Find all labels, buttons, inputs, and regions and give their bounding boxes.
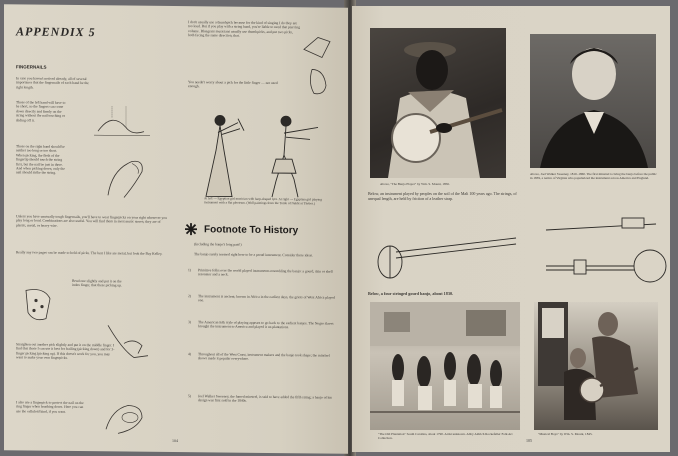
- sweeney-caption: Above, Joel Walker Sweeney, 1810–1860. The first minstrel to bring the banjo before the public in 1839, a native of Virginia who popularized the instrument across America and England.: [530, 172, 657, 180]
- fingerpick-ring-paragraph: I also use a fingerpick to protect the nail on the ring finger when brushing down. Here you can use the celluloid kind, if you want.: [16, 400, 84, 414]
- bend-note: Bend one slightly and put it on the index finger, that these picking up.: [72, 278, 122, 288]
- fingerpicks-paragraph: Unless you have unusually tough fingernails, you'll have to wear fingerpicks on your right whenever you play long or loud. Combinations are also useful. You will find them in most music stores; they are of plastic, metal, or heavy wire.: [16, 214, 167, 228]
- page-number-right: 105: [526, 438, 532, 443]
- footnote-marker: 4): [188, 352, 191, 357]
- little-finger-paragraph: You needn't worry about a pick for the little finger — not used enough.: [188, 80, 278, 89]
- footnote-title: Footnote To History: [204, 224, 299, 237]
- plantation-dance-caption: "The Old Plantation" South Carolina, about 1790. Artist unknown. Abby Aldrich Rockefeller Folk Art Collection.: [378, 432, 513, 440]
- straighten-paragraph: Straighten out another pick slightly and put it on the middle finger. I find that those I can use it best for frailing (picking down) and for 3-finger picking (picking up). If this doesn't work for you, you may want to make your own fingerpicks.: [16, 342, 115, 361]
- plantation-dance-painting: [370, 302, 520, 430]
- footnote-item: The instrument is ancient; known in Africa in the earliest days, the griots of West Africa played one.: [198, 294, 335, 303]
- footnote-intro: The banjo surely seemed right here to be a proud instrument. Consider these ideas.: [194, 252, 313, 258]
- left-page: [4, 4, 348, 454]
- intro-text: In case you haven't noticed already, all of several importance that the fingernails of each hand be the right length.: [16, 76, 89, 90]
- footnote-item: Primitive folks over the world played instruments resembling the banjo: a gourd, skin or shell resonator and a neck.: [198, 268, 333, 277]
- banjo-player-caption: Above, "The Banjo Player" by Wm. S. Mount, 1856.: [380, 182, 450, 186]
- sweeney-portrait: [530, 34, 656, 168]
- thumbpick-illustration: [300, 29, 336, 99]
- footnote-marker: 2): [188, 294, 191, 299]
- footnote-marker: 1): [188, 268, 191, 273]
- footnote-item: Throughout all of the West Coast, instrument makers and the banjo took shape; the minstrel shows made it popular everywhere.: [198, 352, 330, 362]
- appendix-header: APPENDIX 5: [16, 24, 96, 40]
- gourd-banjo-caption: Below, a four stringed gourd banjo, about 1830.: [368, 291, 454, 296]
- page-number-left: 104: [172, 437, 178, 444]
- footnote-item: The American folk style of playing appears to go back to the earliest banjos. The Negro slaves brought the instrument to America and played it on plantations.: [198, 320, 334, 330]
- footnote-subtitle: (Including the banjo's long past!): [194, 242, 242, 247]
- ring-fingerpick-illustration: [102, 399, 148, 435]
- banjo-illustration: [366, 212, 656, 292]
- section-heading: FINGERNAILS: [16, 64, 47, 70]
- footnote-marker: 5): [188, 394, 191, 399]
- right-page: [352, 6, 670, 452]
- african-instrument-caption: Below, an instrument played by peoples on the soil of the Mali 100 years ago. The strings, of unequal length, are held by friction of a leather strap.: [368, 191, 517, 201]
- fingernail-illustration-long: [104, 155, 150, 199]
- fingerpick-illustration: [20, 284, 56, 324]
- footnote-item: Joel Walker Sweeney, the famed minstrel, is said to have added the fifth string; a banjo of his design was first sold in the 1840s.: [198, 394, 332, 404]
- egyptian-musicians-illustration: [192, 110, 322, 206]
- left-hand-paragraph: Those of the left hand will have to be short, so the fingers can come down directly and firmly on the string without the nail touching or sliding off it.: [16, 100, 66, 123]
- asterisk-icon: [184, 222, 198, 236]
- musical-boys-painting: [534, 302, 658, 430]
- pick-on-finger-illustration: [104, 319, 154, 364]
- musical-boys-caption: "Musical Boys" by Wm. S. Mount, 1845.: [538, 432, 593, 436]
- banjo-player-painting: [370, 28, 506, 178]
- fingernail-illustration-short: [92, 97, 152, 146]
- right-hand-paragraph: Those on the right hand should be neither too long or too short. When picking, the flesh of the fingertip should touch the string first, but the nail be just in there. And when picking down, only the nail should strike the string.: [16, 144, 65, 176]
- egyptian-figure-caption: At left — Egyptian girl musician with harp-shaped lyre. At right — Egyptian girl playing instrument with a flat plectrum. (Wall paintings from the Tomb of Nakht at Thebes.): [204, 196, 322, 206]
- footnote-marker: 3): [188, 320, 191, 325]
- fingerpicks-paragraph-2: Really any two pages can be made to hold of picks. The best I like are metal, but look the Bay Kelley.: [16, 250, 163, 256]
- thumbpick-paragraph: I don't usually use a thumbpick because for the kind of singing I do they are too loud. But if you play with a string band, you're liable to need that piercing volume. Bluegrass musicians usually use thumbpicks, and put two picks, both facing the same direction, that.: [188, 20, 300, 38]
